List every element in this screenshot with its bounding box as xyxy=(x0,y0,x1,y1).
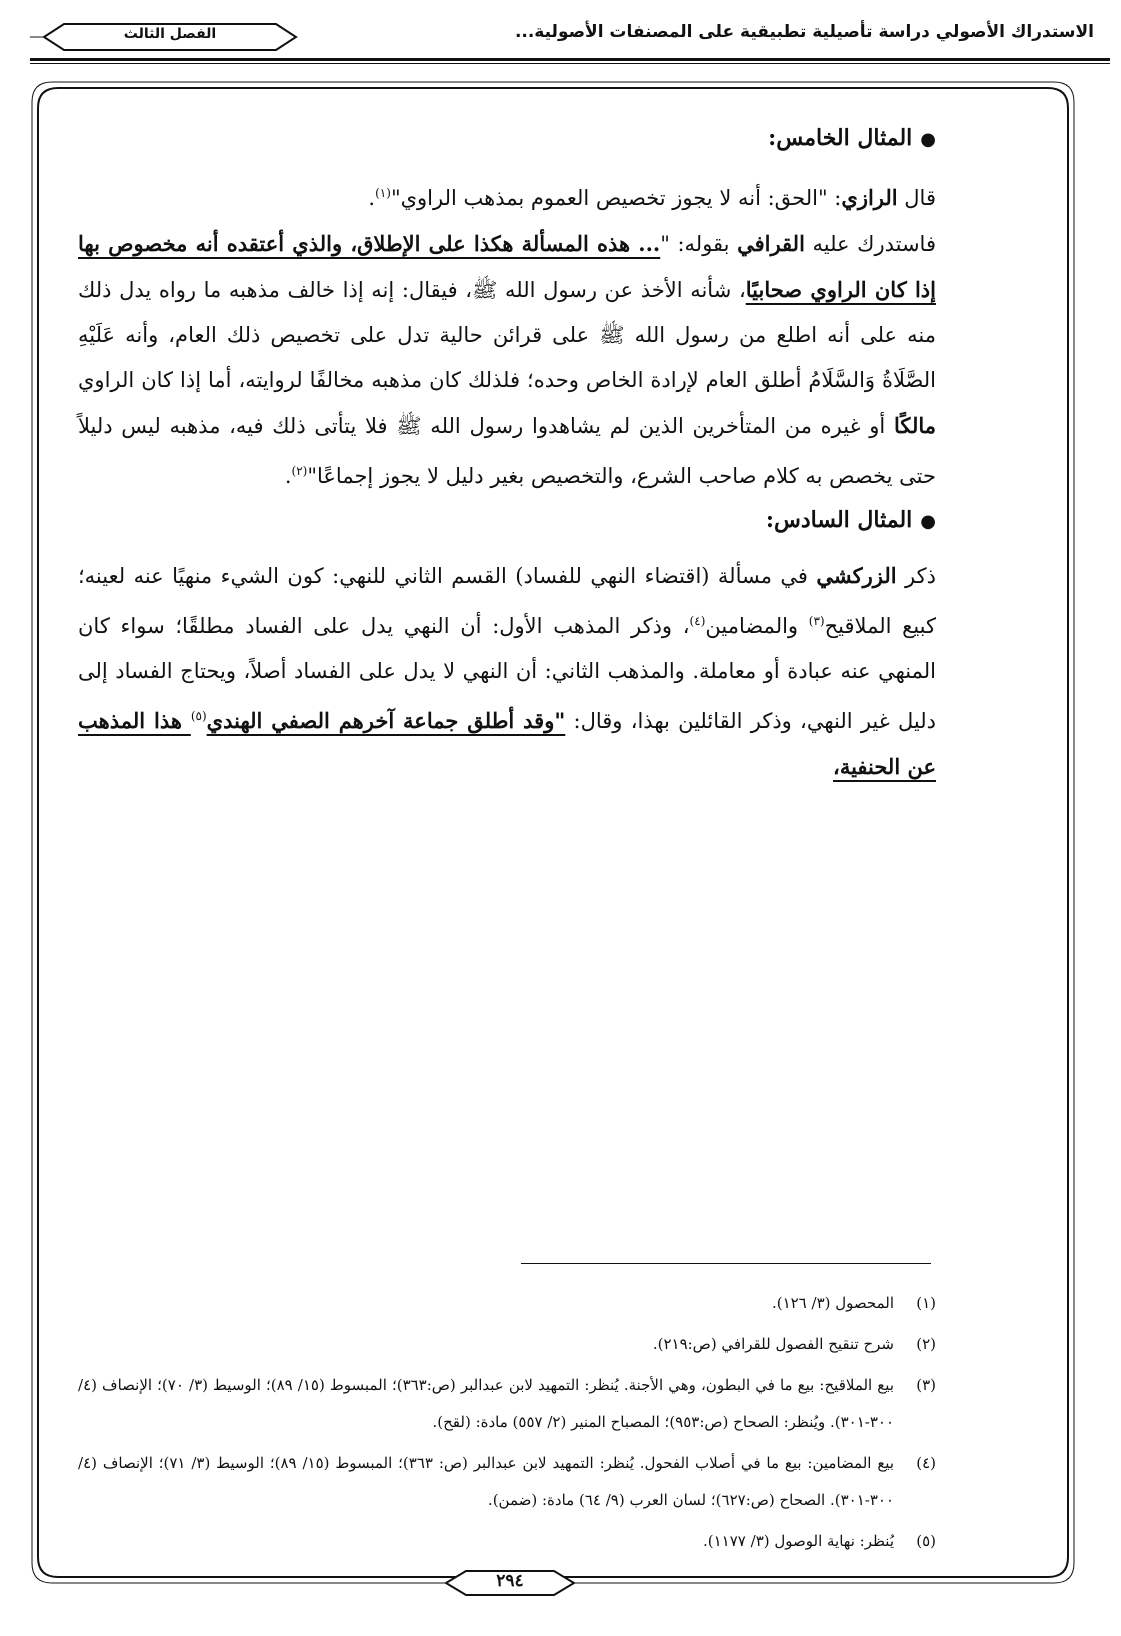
footnote-ref: (٢) xyxy=(291,464,308,478)
bullet-icon: ● xyxy=(920,511,936,532)
header-rule-thick xyxy=(30,58,1110,61)
header-rule-thin xyxy=(30,63,1110,64)
main-text xyxy=(78,125,936,790)
underlined-quote: "وقد أطلق جماعة آخرهم الصفي الهندي xyxy=(206,708,566,733)
author-zarkashi: الزركشي xyxy=(816,563,897,588)
underlined-quote: ... هذه المسألة هكذا على الإطلاق، والذي أعتقده أنه مخصوص بها إذا كان الراوي صحابيًا xyxy=(78,231,936,302)
footnote-item: (٥) يُنظر: نهاية الوصول (٣/ ١١٧٧). xyxy=(703,1532,936,1550)
example5-heading: ●المثال الخامس: xyxy=(768,125,936,151)
book-title: الاستدراك الأصولي دراسة تأصيلية تطبيقية على المصنفات الأصولية... xyxy=(514,22,1094,42)
footnote-ref: (٣) xyxy=(808,614,825,628)
page-number-badge xyxy=(440,1566,580,1600)
footnote-item: (٣) بيع الملاقيح: بيع ما في البطون، وهي الأجنة. يُنظر: التمهيد لابن عبدالبر (ص:٣٦٣)؛ المبسوط (١٥/ ٨٩)؛ الوسيط (٣/ ٧٠)؛ الإنصاف (٤/ ٣٠٠-٣٠١). ويُنظر: الصحاح (ص:٩٥٣)؛ المصباح المنير (٢/ ٥٥٧) مادة: (لقح). xyxy=(78,1376,936,1431)
example5-paragraph1: قال الرازي: "الحق: أنه لا يجوز تخصيص العموم بمذهب الراوي"$^{(١)}$. xyxy=(368,185,936,210)
example6-heading: ●المثال السادس: xyxy=(765,507,936,533)
footnote-ref: (١) xyxy=(375,186,391,200)
bullet-icon: ● xyxy=(920,129,936,150)
footnote-ref: (٤) xyxy=(689,614,706,628)
underlined-quote: هذا المذهب عن الحنفية، xyxy=(78,708,936,779)
author-qarafi: القرافي xyxy=(737,231,805,256)
footnote-item: (٢) شرح تنقيح الفصول للقرافي (ص:٢١٩). xyxy=(652,1335,936,1353)
footnote-separator xyxy=(521,1263,931,1264)
author-razi: الرازي xyxy=(841,185,898,210)
footnote-item: (٤) بيع المضامين: بيع ما في أصلاب الفحول. يُنظر: التمهيد لابن عبدالبر (ص: ٣٦٣)؛ المبسوط (١٥/ ٨٩)؛ الوسيط (٣/ ٧١)؛ الإنصاف (٤/ ٣٠٠-٣٠١). الصحاح (ص:٦٢٧)؛ لسان العرب (٩/ ٦٤) مادة: (ضمن). xyxy=(78,1454,936,1509)
footnote-ref: (٥) xyxy=(190,709,207,723)
example5-paragraph2: فاستدرك عليه القرافي بقوله: "... هذه المسألة هكذا على الإطلاق، والذي أعتقده أنه مخصوص بها إذا كان الراوي صحابيًا، شأنه الأخذ عن رسول الله ﷺ، فيقال: إنه إذا خالف مذهبه ما رواه يدل ذلك منه على أنه اطلع من رسول الله ﷺ على قرائن حالية تدل على تخصيص ذلك العام، وأنه عَلَيْهِ الصَّلَاةُ وَالسَّلَامُ أطلق العام لإرادة الخاص وحده؛ فلذلك كان مذهبه مخالفًا لروايته، أما إذا كان الراوي مالكًا أو غيره من المتأخرين الذين لم يشاهدوا رسول الله ﷺ فلا يتأتى ذلك فيه، مذهبه ليس دليلاً حتى يخصص به كلام صاحب الشرع، والتخصيص بغير دليل لا يجوز إجماعًا"$^{(٢)}$. xyxy=(78,231,936,488)
page-number: ٢٩٤ xyxy=(496,1571,524,1591)
footnotes xyxy=(78,1285,936,1564)
footnote-item: (١) المحصول (٣/ ١٢٦). xyxy=(771,1294,936,1312)
example6-paragraph1: ذكر الزركشي في مسألة (اقتضاء النهي للفساد) القسم الثاني للنهي: كون الشيء منهيًا عنه لعينه؛ كبيع الملاقيح$^{(٣)}$ والمضامين$^{(٤)}$، وذكر المذهب الأول: أن النهي يدل على الفساد مطلقًا؛ سواء كان المنهي عنه عبادة أو معاملة. والمذهب الثاني: أن النهي لا يدل على الفساد أصلاً، ويحتاج الفساد إلى دليل غير النهي، وذكر القائلين بهذا، وقال: "وقد أطلق جماعة آخرهم الصفي الهندي$^{(٥)}$ هذا المذهب عن الحنفية، xyxy=(78,563,936,779)
chapter-label: الفصل الثالث xyxy=(123,26,217,42)
name-malik: مالكًا xyxy=(893,413,936,438)
page-header xyxy=(20,18,1100,58)
chapter-tab xyxy=(30,20,310,54)
